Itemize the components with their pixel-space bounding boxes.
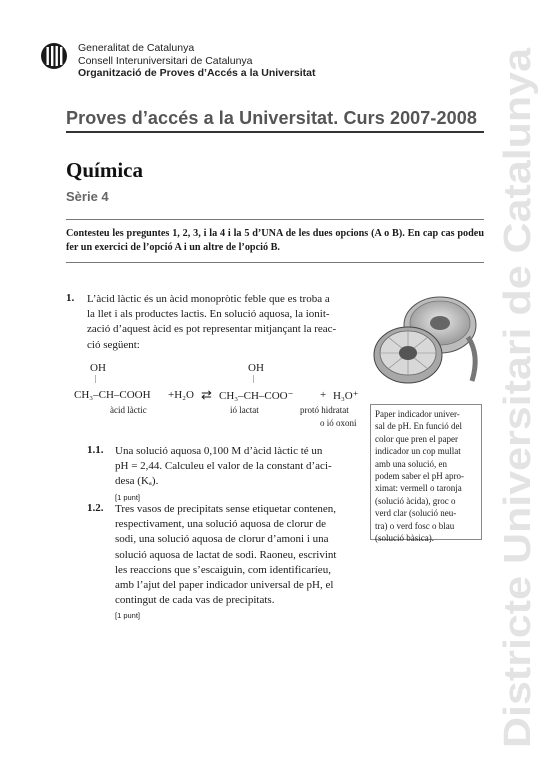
institution-line-3: Organització de Proves d’Accés a la Universitat — [78, 67, 316, 79]
instructions-bottom-divider — [66, 262, 484, 263]
subquestion-text — [115, 444, 358, 505]
subquestion-line: respectivament, una solució aquosa de clorur de — [115, 518, 327, 531]
label-oxonium: o ió oxoni — [320, 418, 357, 428]
caption-line: ximat: vermell o taronja — [375, 483, 462, 494]
label-lactic-acid: àcid làctic — [110, 405, 147, 415]
reactant-bond: | — [95, 374, 97, 383]
exam-title: Proves d’accés a la Universitat. Curs 2007-2008 — [66, 108, 477, 128]
question-text — [87, 292, 357, 353]
caption-line: podem saber el pH apro- — [375, 471, 464, 482]
product-bond: | — [253, 374, 255, 383]
hydronium-formula: H₃O⁺ — [333, 390, 359, 402]
institution-line-2: Consell Interuniversitari de Catalunya — [78, 54, 253, 67]
caption-line: color que pren el paper — [375, 433, 458, 444]
subquestion-line: contingut de cada vas de precipitats. — [115, 594, 275, 607]
water-term: +H₂O — [168, 389, 194, 401]
subquestion-line: Tres vasos de precipitats sense etiquetar contenen, — [115, 503, 337, 515]
reactant-oh-group: OH — [90, 362, 106, 374]
institution-line-1: Generalitat de Catalunya — [78, 42, 195, 54]
label-lactate: ió lactat — [230, 405, 259, 415]
question-number: 1. — [66, 292, 75, 304]
watermark-text: Districte Universitari de Catalunya — [497, 129, 539, 748]
ph-indicator-paper-image — [368, 285, 484, 397]
question-line: zació d’aquest àcid es pot representar mitjançant la reac- — [87, 323, 337, 336]
generalitat-logo-icon — [40, 42, 68, 70]
question-line: la llet i als productes lactis. En solució aquosa, la ionit- — [87, 308, 330, 321]
subquestion-line: les reaccions que s’escaiguin, com identificaríeu, — [115, 563, 331, 576]
figure-caption — [370, 404, 482, 544]
series-label: Sèrie 4 — [66, 189, 109, 204]
subquestion-line: amb l’ajut del paper indicador universal de pH, el — [115, 579, 334, 592]
subquestion-text — [115, 502, 358, 624]
title-divider — [66, 131, 484, 133]
caption-line: amb una solució, en — [375, 458, 447, 469]
instructions-text: Contesteu les preguntes 1, 2, 3, i la 4 i la 5 d’UNA de les dues opcions (A o B). En cap cas podeu fer un exercici de l’opció A i un altre de l’opció B. — [66, 228, 484, 253]
plus-sign: + — [320, 389, 327, 401]
subquestion-line: solució aquosa de lactat de sodi. Raoneu, escrivint — [115, 548, 337, 561]
institution-block — [78, 42, 316, 80]
subject-title: Química — [66, 158, 143, 182]
subquestion-number: 1.1. — [87, 444, 104, 456]
product-formula: CH₃–CH–COO⁻ — [219, 390, 294, 402]
question-line: L’àcid làctic és un àcid monopròtic feble que es troba a — [87, 293, 330, 305]
caption-line: Paper indicador univer- — [375, 409, 460, 419]
caption-line: (solució bàsica). — [375, 533, 434, 544]
reactant-formula: CH₃–CH–COOH — [74, 389, 151, 401]
label-hydrated-proton: protó hidratat — [300, 405, 349, 415]
caption-line: (solució àcida), groc o — [375, 495, 456, 506]
caption-line: verd clar (solució neu- — [375, 508, 457, 519]
subquestion-line: desa (Kₐ). — [115, 475, 159, 488]
instructions-top-divider — [66, 219, 484, 220]
subquestion-line: Una solució aquosa 0,100 M d’àcid làctic té un — [115, 445, 323, 457]
subquestion-line: pH = 2,44. Calculeu el valor de la constant d’aci- — [115, 460, 332, 473]
points-label: [1 punt] — [115, 611, 141, 621]
caption-line: sal de pH. En funció del — [375, 421, 462, 432]
question-line: ció següent: — [87, 338, 140, 351]
district-watermark — [497, 40, 539, 750]
points-label: [1 punt] — [115, 492, 141, 502]
subquestion-line: sodi, una solució aquosa de clorur d’amoni i una — [115, 533, 329, 546]
product-oh-group: OH — [248, 362, 264, 374]
caption-line: tra) o verd fosc o blau — [375, 520, 455, 531]
caption-line: indicador un cop mullat — [375, 446, 461, 457]
equilibrium-arrow-icon: ⇄ — [201, 387, 212, 402]
subquestion-number: 1.2. — [87, 502, 104, 514]
